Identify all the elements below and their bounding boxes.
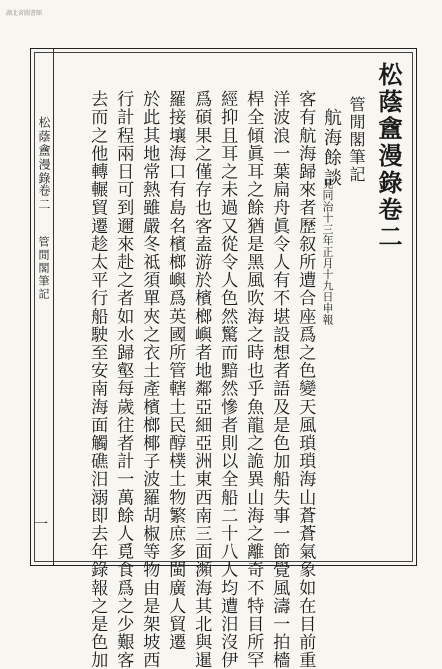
text-column: 羅接壤海口有島名檳榔嶼爲英國所管轄土民醇樸土物繁庶多閩廣人貿遷 [165, 90, 186, 652]
text-column: 於此其地常熱雖嚴冬祗須單夾之衣土產檳榔椰子波羅胡椒等物由是架坡西 [139, 90, 160, 669]
author-line: 管閒閣筆記 [347, 96, 366, 184]
text-column: 行計程兩日可到邇來赴之者如水歸壑每歲往者計一萬餘人覓食爲之少艱客 [113, 90, 134, 669]
watermark: 湖北省圖書館 [6, 10, 43, 17]
text-column: 客有航海歸來者歷叙所遭合座爲之色變天風瑣瑣海山蒼蒼氣象如在目前重 [295, 90, 316, 669]
fold-line [53, 49, 54, 565]
text-column: 經抑且耳之未過又從令人色然驚而黯然慘者則以全船二十八人均遭汨沒伊 [217, 90, 238, 669]
dateline: 見同治十三年正月十九日申報 [321, 178, 334, 325]
edge-book-title: 松蔭盦漫錄 [37, 116, 51, 186]
section-title: 航海餘談 [321, 108, 342, 188]
edge-volume: 卷二 [37, 184, 51, 212]
text-column: 洋波浪一葉扁舟眞令人有不堪設想者語及是色加船失事一節覺風濤一拍檣 [269, 90, 290, 669]
text-column: 爲碩果之僅存也客盍游於檳榔嶼者地鄰亞細亞洲東西南三面瀕海其北與暹 [191, 90, 212, 669]
text-column: 去而之他轉輾貿遷趁太平行船駛至安南海面觸礁汨溺即去年錄報之是色加 [87, 90, 108, 669]
edge-author: 管閒閣筆記 [37, 236, 50, 301]
page-number: 一 [34, 517, 48, 533]
volume-title: 松蔭盦漫錄卷二 [374, 62, 403, 251]
text-column: 桿全傾眞耳之餘猶是黑風吹海之時也乎魚龍之詭異山海之離奇不特目所罕 [243, 90, 264, 669]
